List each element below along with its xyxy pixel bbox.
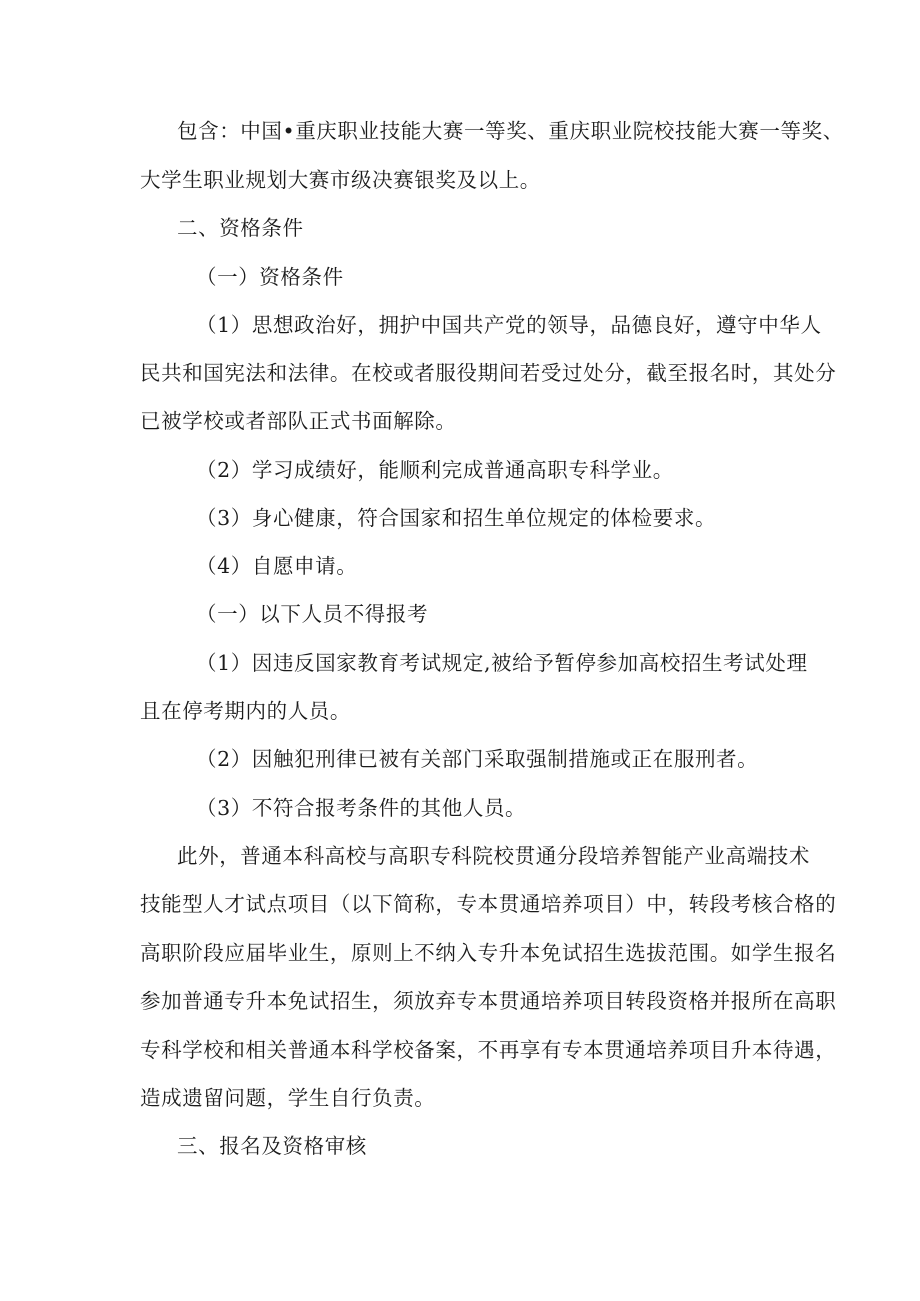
condition-3: （3）身心健康，符合国家和招生单位规定的体检要求。 bbox=[196, 506, 717, 530]
exclusion-1-line-1: （1）因违反国家教育考试规定,被给予暂停参加高校招生考试处理 bbox=[196, 651, 808, 675]
condition-1-line-2: 民共和国宪法和法律。在校或者服役期间若受过处分，截至报名时，其处分 bbox=[140, 361, 837, 385]
paragraph-extra-line-1: 此外，普通本科高校与高职专科院校贯通分段培养智能产业高端技术 bbox=[177, 844, 810, 868]
paragraph-extra-line-3: 高职阶段应届毕业生，原则上不纳入专升本免试招生选拔范围。如学生报名 bbox=[140, 941, 837, 965]
condition-1-line-1: （1）思想政治好，拥护中国共产党的领导，品德良好，遵守中华人 bbox=[196, 313, 822, 337]
paragraph-extra-line-5: 专科学校和相关普通本科学校备案，不再享有专本贯通培养项目升本待遇， bbox=[140, 1038, 837, 1062]
condition-2: （2）学习成绩好，能顺利完成普通高职专科学业。 bbox=[196, 458, 674, 482]
condition-1-line-3: 已被学校或者部队正式书面解除。 bbox=[140, 409, 457, 433]
subsection-heading-qualifications: （一）资格条件 bbox=[196, 265, 344, 289]
subsection-heading-exclusions: （一）以下人员不得报考 bbox=[196, 602, 429, 626]
paragraph-extra-line-2: 技能型人才试点项目（以下简称，专本贯通培养项目）中，转段考核合格的 bbox=[140, 892, 837, 916]
exclusion-1-line-2: 且在停考期内的人员。 bbox=[140, 699, 351, 723]
paragraph-extra-line-4: 参加普通专升本免试招生，须放弃专本贯通培养项目转段资格并报所在高职 bbox=[140, 989, 837, 1013]
condition-4: （4）自愿申请。 bbox=[196, 554, 358, 578]
section-heading-2: 二、资格条件 bbox=[177, 216, 304, 240]
paragraph-awards-line-1: 包含：中国•重庆职业技能大赛一等奖、重庆职业院校技能大赛一等奖、 bbox=[177, 119, 844, 143]
exclusion-2: （2）因触犯刑律已被有关部门采取强制措施或正在服刑者。 bbox=[196, 747, 759, 771]
paragraph-extra-line-6: 造成遗留问题，学生自行负责。 bbox=[140, 1086, 436, 1110]
exclusion-3: （3）不符合报考条件的其他人员。 bbox=[196, 796, 527, 820]
paragraph-awards-line-2: 大学生职业规划大赛市级决赛银奖及以上。 bbox=[140, 168, 541, 192]
section-heading-3: 三、报名及资格审核 bbox=[177, 1134, 367, 1158]
